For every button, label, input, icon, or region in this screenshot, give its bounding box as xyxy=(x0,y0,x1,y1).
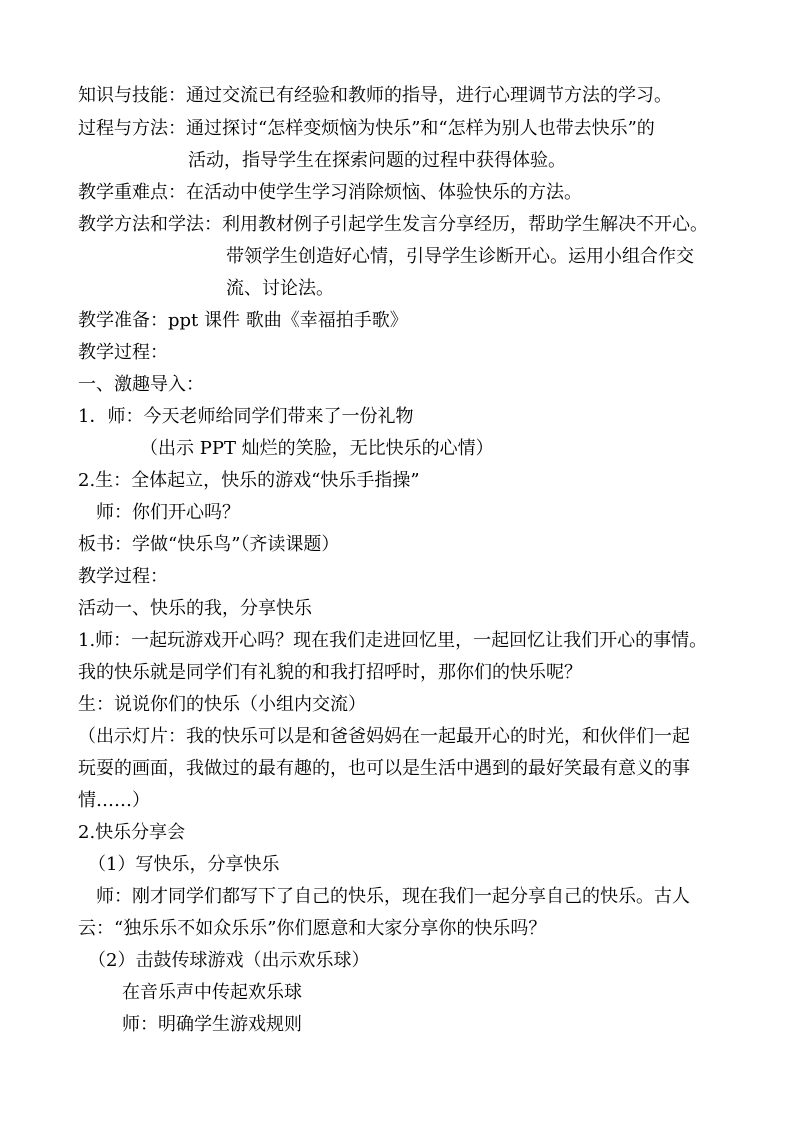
teaching-methods: 教学方法和学法：利用教材例子引起学生发言分享经历，帮助学生解决不开心。 xyxy=(78,214,708,235)
teaching-key-points: 教学重难点：在活动中使学生学习消除烦恼、体验快乐的方法。 xyxy=(78,182,582,203)
activity-one-heading: 活动一、快乐的我，分享快乐 xyxy=(78,598,312,619)
slide-note-3: 情……） xyxy=(78,790,150,811)
sharing-sub-1-teacher-cont: 云：“独乐乐不如众乐乐”你们愿意和大家分享你的快乐吗？ xyxy=(78,918,547,939)
teaching-methods-cont-2: 流、讨论法。 xyxy=(226,278,334,299)
sharing-session-heading: 2.快乐分享会 xyxy=(78,822,186,843)
blackboard-note: 板书：学做“快乐鸟”（齐读课题） xyxy=(78,534,340,555)
slide-note-2: 玩耍的画面，我做过的最有趣的，也可以是生活中遇到的最好笑最有意义的事 xyxy=(78,758,690,779)
section-heading-process: 教学过程： xyxy=(78,342,168,363)
sharing-sub-2: （2）击鼓传球游戏（出示欢乐球） xyxy=(88,950,370,971)
sharing-sub-2-line-2: 师：明确学生游戏规则 xyxy=(122,1014,302,1035)
sharing-sub-1-teacher: 师：刚才同学们都写下了自己的快乐，现在我们一起分享自己的快乐。古人 xyxy=(96,886,690,907)
teaching-preparation: 教学准备：ppt 课件 歌曲《幸福拍手歌》 xyxy=(78,310,408,331)
intro-step-1-note: （出示 PPT 灿烂的笑脸，无比快乐的心情） xyxy=(140,438,494,459)
teaching-methods-cont-1: 带领学生创造好心情，引导学生诊断开心。运用小组合作交 xyxy=(226,246,694,267)
objective-process-methods: 过程与方法：通过探讨“怎样变烦恼为快乐”和“怎样为别人也带去快乐”的 xyxy=(78,118,655,139)
intro-step-1: 1．师：今天老师给同学们带来了一份礼物 xyxy=(78,406,414,427)
section-heading-process-2: 教学过程： xyxy=(78,566,168,587)
intro-step-2-teacher: 师：你们开心吗？ xyxy=(96,502,240,523)
slide-note-1: （出示灯片：我的快乐可以是和爸爸妈妈在一起最开心的时光，和伙伴们一起 xyxy=(78,726,690,747)
section-heading-intro: 一、激趣导入： xyxy=(78,374,204,395)
activity-one-step-1-cont: 我的快乐就是同学们有礼貌的和我打招呼时，那你们的快乐呢？ xyxy=(78,662,582,683)
activity-one-step-1: 1.师：一起玩游戏开心吗？现在我们走进回忆里，一起回忆让我们开心的事情。 xyxy=(78,630,708,651)
sharing-sub-1: （1）写快乐，分享快乐 xyxy=(88,854,280,875)
objective-knowledge-skills: 知识与技能：通过交流已有经验和教师的指导，进行心理调节方法的学习。 xyxy=(78,85,672,106)
activity-one-students: 生：说说你们的快乐（小组内交流） xyxy=(78,694,366,715)
intro-step-2: 2.生：全体起立，快乐的游戏“快乐手指操” xyxy=(78,470,420,491)
objective-process-methods-cont: 活动，指导学生在探索问题的过程中获得体验。 xyxy=(188,150,566,171)
sharing-sub-2-line-1: 在音乐声中传起欢乐球 xyxy=(122,982,302,1003)
